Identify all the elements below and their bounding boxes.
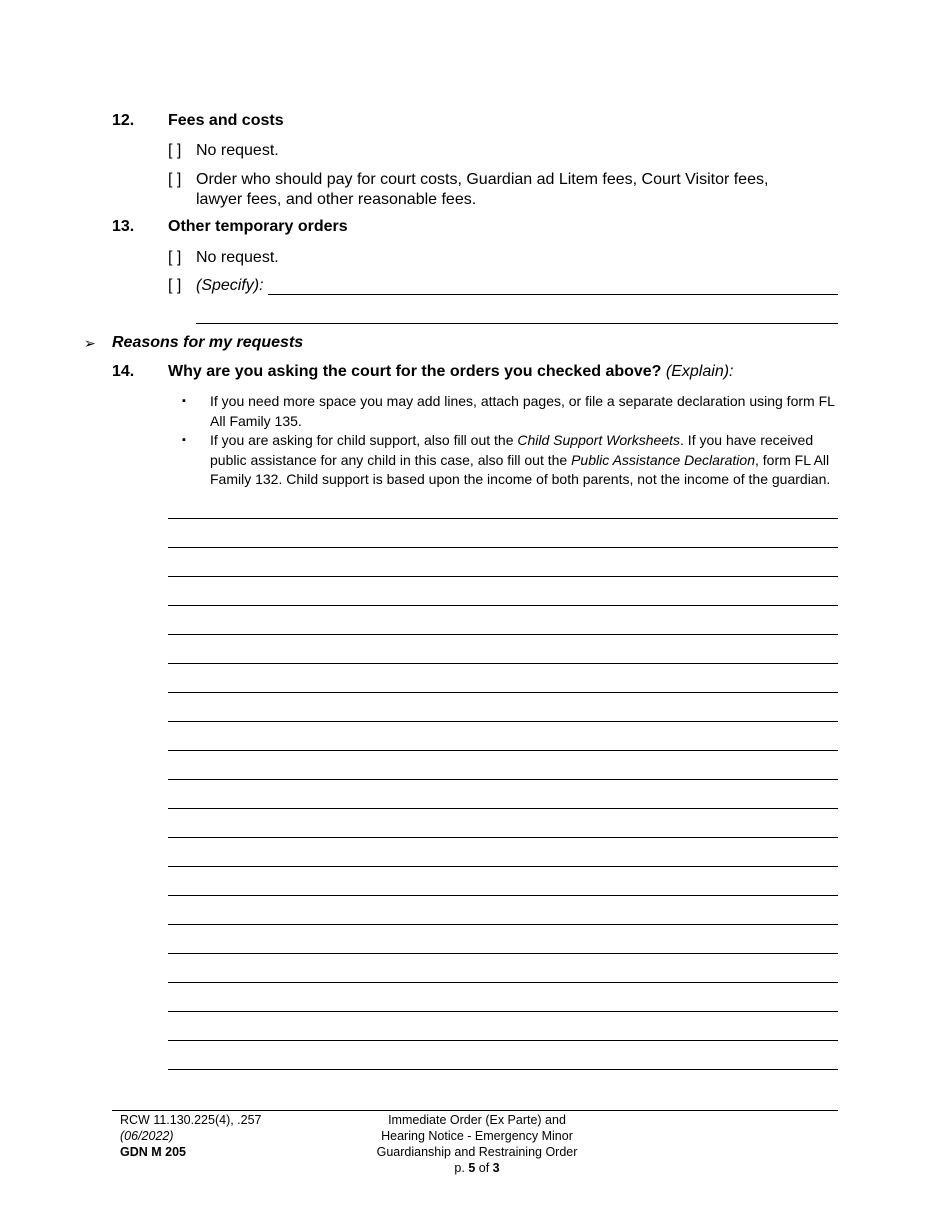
instruction-text: If you are asking for child support, also fill out the Child Support Worksheets. If you have received (210, 432, 814, 448)
instruction-text: Family 132. Child support is based upon the income of both parents, not the income of the guardian. (210, 471, 831, 487)
section-12-number: 12. (112, 112, 135, 129)
footer-divider (112, 1110, 838, 1111)
square-bullet-icon: ▪ (182, 395, 186, 407)
writing-line[interactable] (168, 518, 838, 519)
writing-line[interactable] (168, 576, 838, 577)
writing-line[interactable] (168, 808, 838, 809)
public-assistance-declaration-title: Public Assistance Declaration (571, 451, 755, 468)
s13-option-no-request[interactable] (168, 248, 279, 268)
footer-title-line: Immediate Order (Ex Parte) and (388, 1113, 566, 1127)
footer-title-line: Hearing Notice - Emergency Minor (381, 1129, 573, 1143)
instruction-text: All Family 135. (210, 412, 302, 429)
footer-rcw: RCW 11.130.225(4), .257 (120, 1113, 262, 1127)
footer-title-line: Guardianship and Restraining Order (376, 1145, 578, 1159)
writing-line[interactable] (168, 605, 838, 606)
checkbox[interactable]: [ ] (168, 249, 182, 266)
option-label: No request. (196, 249, 279, 266)
writing-line[interactable] (168, 895, 838, 896)
instruction-text: public assistance for any child in this case, also fill out the Public Assistance Declaration, form FL All (210, 451, 830, 468)
section-14-number: 14. (112, 363, 135, 380)
writing-line[interactable] (168, 779, 838, 780)
writing-line[interactable] (168, 1069, 838, 1070)
writing-line[interactable] (168, 924, 838, 925)
s12-option-order-fees-cont: lawyer fees, and other reasonable fees. (196, 191, 477, 208)
option-label: (Specify): (196, 277, 264, 294)
checkbox[interactable]: [ ] (168, 142, 182, 159)
option-label: No request. (196, 142, 279, 159)
option-label: Order who should pay for court costs, Guardian ad Litem fees, Court Visitor fees, (196, 171, 769, 188)
instruction-text: If you need more space you may add lines, attach pages, or file a separate declaration using form FL (210, 393, 835, 409)
footer-form-code: GDN M 205 (120, 1145, 186, 1159)
instructions-list (182, 392, 842, 490)
writing-line[interactable] (168, 634, 838, 635)
writing-line[interactable] (168, 750, 838, 751)
section-14-title: Why are you asking the court for the orders you checked above? (168, 363, 662, 380)
s12-option-no-request[interactable] (168, 141, 279, 161)
checkbox[interactable]: [ ] (168, 171, 182, 188)
reasons-heading: Reasons for my requests (112, 334, 304, 351)
section-13-number: 13. (112, 218, 135, 235)
square-bullet-icon: ▪ (182, 434, 186, 446)
specify-input-line-2[interactable] (196, 323, 838, 324)
footer-page-number: p. 5 of 3 (454, 1161, 500, 1175)
s12-option-order-fees[interactable] (168, 170, 768, 190)
section-14-title-row (168, 363, 733, 381)
checkbox[interactable]: [ ] (168, 277, 182, 294)
arrow-bullet-icon: ➢ (84, 335, 96, 351)
writing-line[interactable] (168, 547, 838, 548)
footer-center (347, 1112, 607, 1176)
writing-line[interactable] (168, 692, 838, 693)
writing-line[interactable] (168, 866, 838, 867)
writing-line[interactable] (168, 1040, 838, 1041)
writing-line[interactable] (168, 1011, 838, 1012)
child-support-worksheets-title: Child Support Worksheets (517, 432, 681, 448)
writing-line[interactable] (168, 982, 838, 983)
writing-line[interactable] (168, 953, 838, 954)
specify-input-line-1[interactable] (268, 294, 838, 295)
section-13-title: Other temporary orders (168, 218, 348, 235)
writing-line[interactable] (168, 663, 838, 664)
s13-option-specify[interactable] (168, 276, 264, 296)
writing-line[interactable] (168, 837, 838, 838)
section-14-explain: (Explain): (665, 363, 734, 380)
instruction-item (182, 431, 842, 490)
footer-left (120, 1112, 262, 1160)
footer-date: (06/2022) (120, 1129, 174, 1143)
writing-line[interactable] (168, 721, 838, 722)
instruction-item (182, 392, 842, 431)
section-12-title: Fees and costs (168, 112, 284, 129)
